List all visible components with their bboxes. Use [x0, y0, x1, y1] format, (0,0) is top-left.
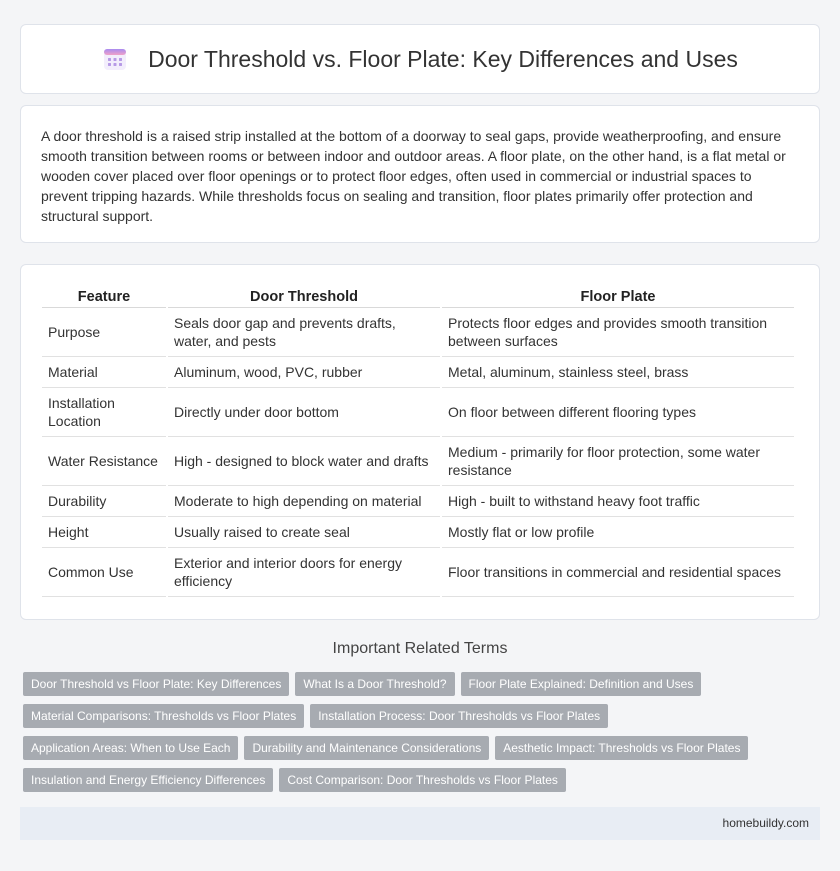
table-cell-feature: Material	[42, 357, 166, 388]
intro-card	[20, 105, 820, 243]
comparison-table-card	[20, 264, 820, 620]
table-cell-door-threshold: Moderate to high depending on material	[168, 486, 440, 517]
column-header-feature: Feature	[42, 285, 166, 308]
related-term-tag[interactable]: Installation Process: Door Thresholds vs Floor Plates	[310, 704, 608, 728]
related-term-tag[interactable]: Insulation and Energy Efficiency Differences	[23, 768, 273, 792]
column-header-door-threshold: Door Threshold	[168, 285, 440, 308]
tag-row	[23, 704, 803, 728]
table-row	[42, 437, 794, 486]
intro-paragraph: A door threshold is a raised strip installed at the bottom of a doorway to seal gaps, provide weatherproofing, and ensure smooth transition between rooms or between indoor and outdoor areas. A floor plate, on the other hand, is a flat metal or wooden cover placed over floor openings or to protect floor edges, often used in commercial or industrial spaces to prevent tripping hazards. While thresholds focus on sealing and transition, floor plates primarily offer protection and structural support.	[41, 128, 786, 224]
header-card	[20, 24, 820, 94]
table-cell-door-threshold: Seals door gap and prevents drafts, water, and pests	[168, 308, 440, 357]
related-term-tag[interactable]: What Is a Door Threshold?	[295, 672, 454, 696]
footer	[20, 807, 820, 840]
table-cell-door-threshold: High - designed to block water and drafts	[168, 437, 440, 486]
related-terms-title: Important Related Terms	[332, 640, 508, 657]
table-cell-feature: Water Resistance	[42, 437, 166, 486]
column-header-floor-plate: Floor Plate	[442, 285, 794, 308]
related-terms-list	[23, 672, 803, 800]
table-cell-floor-plate: Mostly flat or low profile	[442, 517, 794, 548]
table-row	[42, 517, 794, 548]
related-term-tag[interactable]: Aesthetic Impact: Thresholds vs Floor Plates	[495, 736, 748, 760]
tag-row	[23, 672, 803, 696]
table-cell-door-threshold: Usually raised to create seal	[168, 517, 440, 548]
table-cell-floor-plate: Medium - primarily for floor protection, some water resistance	[442, 437, 794, 486]
related-term-tag[interactable]: Cost Comparison: Door Thresholds vs Floor Plates	[279, 768, 566, 792]
table-cell-floor-plate: Floor transitions in commercial and residential spaces	[442, 548, 794, 597]
table-cell-floor-plate: On floor between different flooring types	[442, 388, 794, 437]
related-term-tag[interactable]: Floor Plate Explained: Definition and Uses	[461, 672, 702, 696]
related-term-tag[interactable]: Door Threshold vs Floor Plate: Key Differences	[23, 672, 289, 696]
table-cell-floor-plate: High - built to withstand heavy foot traffic	[442, 486, 794, 517]
related-term-tag[interactable]: Application Areas: When to Use Each	[23, 736, 238, 760]
related-term-tag[interactable]: Durability and Maintenance Considerations	[244, 736, 489, 760]
table-cell-feature: Height	[42, 517, 166, 548]
table-row	[42, 308, 794, 357]
page-title: Door Threshold vs. Floor Plate: Key Differences and Uses	[148, 45, 738, 72]
table-cell-feature: Installation Location	[42, 388, 166, 437]
related-term-tag[interactable]: Material Comparisons: Thresholds vs Floor Plates	[23, 704, 304, 728]
footer-site-name: homebuildy.com	[722, 816, 809, 830]
table-row	[42, 388, 794, 437]
tag-row	[23, 768, 803, 792]
table-row	[42, 548, 794, 597]
table-cell-feature: Durability	[42, 486, 166, 517]
table-cell-floor-plate: Protects floor edges and provides smooth transition between surfaces	[442, 308, 794, 357]
calendar-grid-icon	[102, 46, 128, 72]
table-cell-door-threshold: Aluminum, wood, PVC, rubber	[168, 357, 440, 388]
comparison-table	[40, 285, 796, 597]
table-cell-door-threshold: Directly under door bottom	[168, 388, 440, 437]
table-cell-floor-plate: Metal, aluminum, stainless steel, brass	[442, 357, 794, 388]
tag-row	[23, 736, 803, 760]
table-header-row	[42, 285, 794, 308]
table-row	[42, 357, 794, 388]
table-cell-feature: Purpose	[42, 308, 166, 357]
table-cell-door-threshold: Exterior and interior doors for energy efficiency	[168, 548, 440, 597]
table-row	[42, 486, 794, 517]
table-cell-feature: Common Use	[42, 548, 166, 597]
